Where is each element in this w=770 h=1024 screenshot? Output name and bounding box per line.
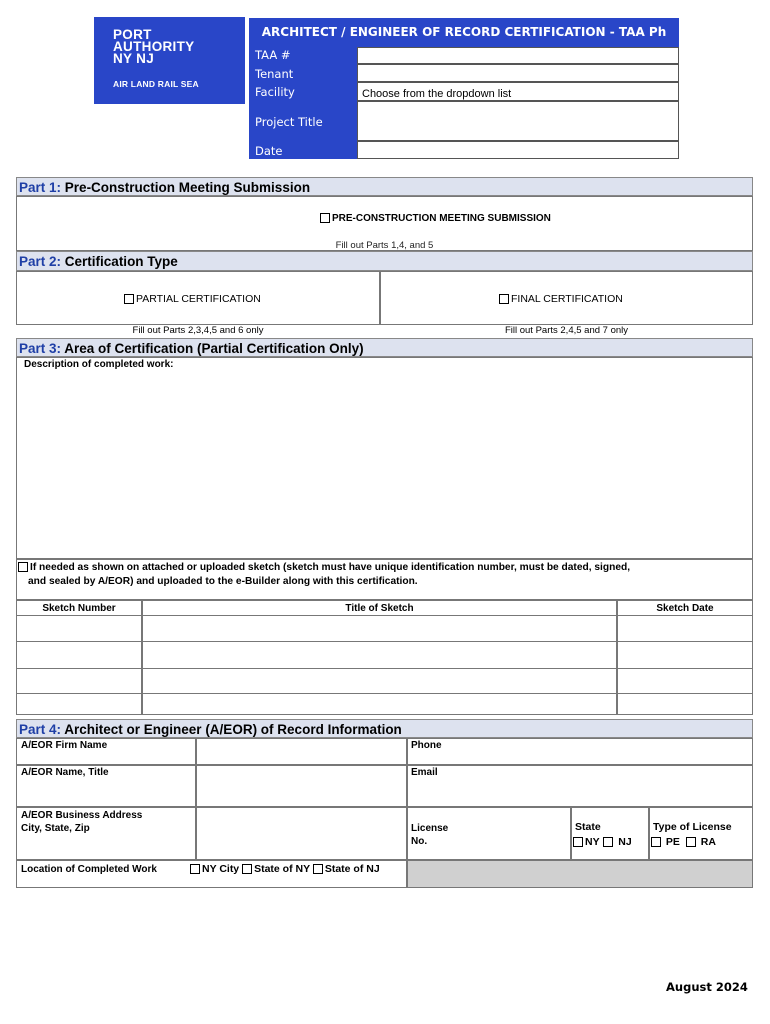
address-label-line2: City, State, Zip	[21, 823, 90, 834]
description-field[interactable]	[16, 357, 753, 559]
license-label-line2: No.	[411, 836, 428, 847]
final-cert-checkbox[interactable]	[499, 294, 509, 304]
sketch-title-col	[142, 600, 617, 715]
phone-label: Phone	[411, 740, 442, 751]
part2-number: Part 2:	[19, 254, 62, 269]
email-field[interactable]	[407, 765, 753, 807]
name-title-field[interactable]	[196, 765, 407, 807]
final-cert-label: FINAL CERTIFICATION	[511, 293, 623, 305]
date-label: Date	[249, 141, 357, 159]
license-label-line1: License	[411, 823, 449, 834]
ny-city-checkbox[interactable]	[190, 864, 200, 874]
sketch-note-line1: If needed as shown on attached or uploaded sketch (sketch must have unique identification number, must be dated, signed,	[30, 562, 631, 573]
logo-line2: AUTHORITY	[113, 39, 195, 54]
part2-title: Certification Type	[64, 254, 178, 269]
part3-header	[16, 338, 753, 357]
port-authority-logo	[94, 17, 245, 104]
pre-construction-label: PRE-CONSTRUCTION MEETING SUBMISSION	[332, 213, 551, 224]
logo-text	[113, 29, 194, 65]
part1-header	[16, 177, 753, 196]
taa-field[interactable]	[357, 47, 679, 64]
project-title-field[interactable]	[357, 101, 679, 141]
form-title: ARCHITECT / ENGINEER OF RECORD CERTIFICATION - TAA Ph 401	[249, 18, 679, 47]
description-label: Description of completed work:	[24, 359, 174, 370]
firm-name-field[interactable]	[196, 738, 407, 765]
facility-dropdown[interactable]: Choose from the dropdown list	[357, 82, 679, 101]
ny-city-label: NY City	[202, 863, 240, 875]
state-of-nj-label: State of NJ	[324, 863, 380, 875]
sketch-note	[18, 561, 748, 589]
pe-label: PE	[665, 836, 680, 848]
footer-date: August 2024	[666, 980, 748, 994]
partial-cert-label: PARTIAL CERTIFICATION	[136, 293, 261, 305]
ra-label: RA	[700, 836, 716, 848]
pre-construction-checkbox[interactable]	[320, 213, 330, 223]
ra-option[interactable]	[683, 836, 716, 848]
ny-city-option[interactable]	[190, 863, 239, 875]
sketch-date-col	[617, 600, 753, 715]
license-type-label: Type of License	[653, 821, 732, 833]
address-field[interactable]	[196, 807, 407, 860]
state-options	[573, 836, 632, 849]
date-field[interactable]	[357, 141, 679, 159]
phone-field[interactable]	[407, 738, 753, 765]
part1-title: Pre-Construction Meeting Submission	[64, 180, 311, 195]
partial-cert-checkbox[interactable]	[124, 294, 134, 304]
part1-number: Part 1:	[19, 180, 62, 195]
table-row	[16, 641, 753, 642]
sketch-number-col	[16, 600, 142, 715]
name-title-label: A/EOR Name, Title	[21, 767, 109, 778]
pe-checkbox[interactable]	[651, 837, 661, 847]
project-title-label: Project Title	[249, 101, 357, 141]
sketch-option[interactable]	[18, 561, 748, 575]
state-label: State	[575, 821, 601, 833]
state-of-nj-option[interactable]	[313, 863, 380, 875]
logo-line3: NY NJ	[113, 51, 155, 66]
pe-option[interactable]	[651, 836, 680, 848]
partial-cert-note: Fill out Parts 2,3,4,5 and 6 only	[132, 325, 264, 336]
state-cell	[571, 807, 649, 860]
pre-construction-option[interactable]	[320, 210, 551, 224]
address-label-line1: A/EOR Business Address	[21, 810, 143, 821]
sketch-title-header: Title of Sketch	[345, 603, 414, 614]
location-label: Location of Completed Work	[21, 864, 157, 875]
sketch-note-line2: and sealed by A/EOR) and uploaded to the e-Builder along with this certification.	[28, 576, 418, 587]
state-of-ny-option[interactable]	[242, 863, 310, 875]
logo-line1: PORT	[113, 27, 152, 42]
state-nj-checkbox[interactable]	[603, 837, 613, 847]
state-ny-option[interactable]	[573, 836, 599, 848]
final-cert-note: Fill out Parts 2,4,5 and 7 only	[504, 325, 629, 336]
state-of-ny-checkbox[interactable]	[242, 864, 252, 874]
tenant-field[interactable]	[357, 64, 679, 82]
partial-cert-option[interactable]	[124, 291, 261, 305]
state-of-nj-checkbox[interactable]	[313, 864, 323, 874]
state-nj-label: NJ	[618, 836, 632, 848]
table-row	[16, 615, 753, 616]
part4-number: Part 4:	[19, 722, 62, 737]
part4-header	[16, 719, 753, 738]
part4-title: Architect or Engineer (A/EOR) of Record Information	[64, 722, 402, 737]
location-shaded-cell	[407, 860, 753, 888]
taa-label: TAA #	[249, 47, 357, 64]
location-options	[190, 863, 380, 875]
sketch-date-header: Sketch Date	[656, 603, 714, 614]
final-cert-option[interactable]	[499, 291, 623, 305]
ra-checkbox[interactable]	[686, 837, 696, 847]
email-label: Email	[411, 767, 438, 778]
part3-number: Part 3:	[19, 341, 62, 356]
part2-header	[16, 251, 753, 271]
part3-title: Area of Certification (Partial Certification Only)	[64, 341, 364, 356]
state-nj-option[interactable]	[602, 836, 631, 848]
license-type-cell	[649, 807, 753, 860]
firm-name-label: A/EOR Firm Name	[21, 740, 108, 751]
tenant-label: Tenant	[249, 64, 357, 82]
license-type-options	[651, 836, 716, 849]
facility-label: Facility	[249, 82, 357, 101]
sketch-number-header: Sketch Number	[42, 603, 116, 614]
state-of-ny-label: State of NY	[254, 863, 310, 875]
state-ny-label: NY	[585, 836, 600, 848]
logo-tagline: AIR LAND RAIL SEA	[113, 79, 199, 89]
sketch-checkbox[interactable]	[18, 562, 28, 572]
table-row	[16, 693, 753, 694]
table-row	[16, 668, 753, 669]
address-label	[21, 809, 142, 835]
part1-note: Fill out Parts 1,4, and 5	[335, 240, 434, 251]
state-ny-checkbox[interactable]	[573, 837, 583, 847]
license-label	[411, 822, 448, 848]
